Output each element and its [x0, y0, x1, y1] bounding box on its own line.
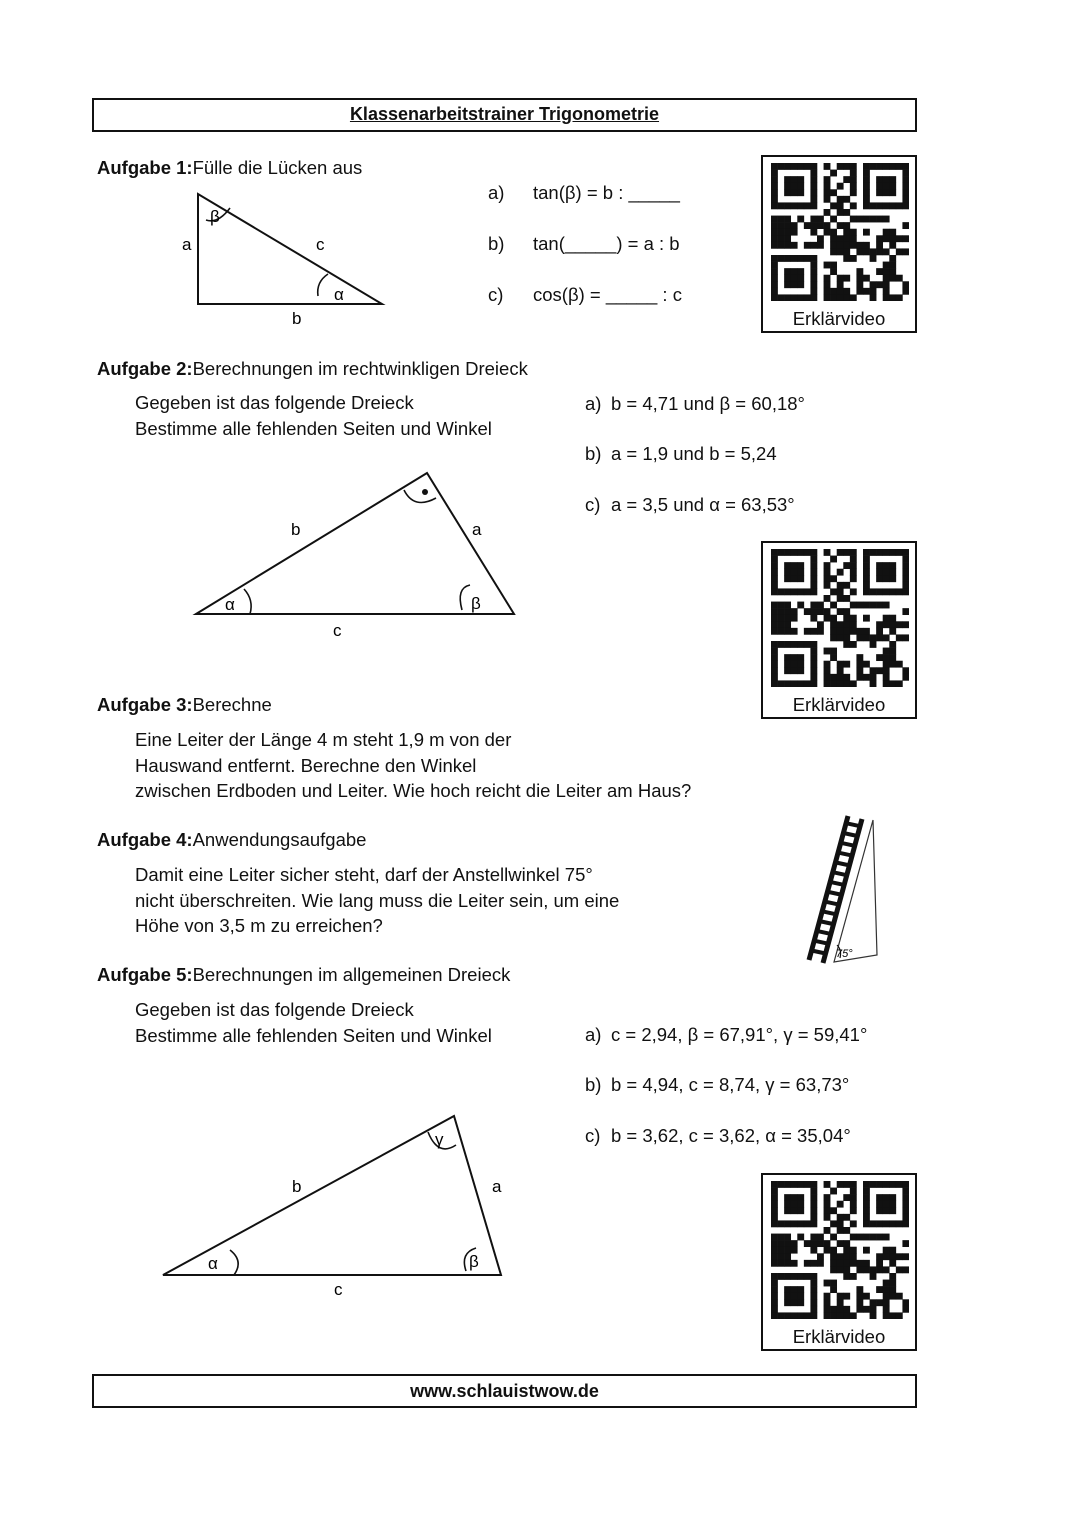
- task2-triangle: [180, 460, 530, 645]
- task1-alpha-arc: [318, 274, 328, 296]
- task5-label: Aufgabe 5:: [97, 964, 193, 985]
- task4-description: [135, 862, 619, 939]
- task5-angle-alpha: α: [208, 1254, 218, 1273]
- task5-side-b: b: [292, 1177, 302, 1196]
- task5-item-c: b = 3,62, c = 3,62, α = 35,04°: [611, 1125, 851, 1146]
- task3-label: Aufgabe 3:: [97, 694, 193, 715]
- task3-line3: zwischen Erdboden und Leiter. Wie hoch reicht die Leiter am Haus?: [135, 780, 692, 801]
- task2-side-b: b: [291, 520, 301, 539]
- task2-item-c: a = 3,5 und α = 63,53°: [611, 494, 795, 515]
- task4-heading: [97, 829, 366, 851]
- task2-line1: Gegeben ist das folgende Dreieck: [135, 392, 414, 413]
- task1-item-b-key: b): [488, 233, 505, 254]
- task1-item-c-key: c): [488, 284, 504, 305]
- task5-angle-gamma: γ: [435, 1130, 444, 1149]
- task2-description: [135, 390, 492, 441]
- page-title: Klassenarbeitstrainer Trigonometrie: [349, 104, 660, 124]
- qr-code-icon: [771, 1181, 909, 1319]
- qr-code-3[interactable]: [761, 1173, 917, 1351]
- task4-title: Anwendungsaufgabe: [192, 829, 367, 850]
- task5-side-c: c: [334, 1280, 343, 1299]
- task2-angle-alpha: α: [225, 595, 235, 614]
- qr-caption: Erklärvideo: [792, 308, 886, 329]
- task2-beta-arc: [460, 585, 470, 610]
- task1-label: Aufgabe 1:: [97, 157, 193, 178]
- task5-description: [135, 997, 492, 1048]
- ladder-angle-label: 75°: [836, 948, 853, 960]
- task3-line2: Hauswand entfernt. Berechne den Winkel: [135, 754, 477, 776]
- task5-item-c-key: c): [585, 1125, 601, 1146]
- qr-code-icon: [771, 163, 909, 301]
- footer-url[interactable]: www.schlauistwow.de: [410, 1381, 599, 1401]
- task2-alpha-arc: [244, 589, 251, 614]
- task2-angle-beta: β: [471, 594, 481, 613]
- task1-angle-beta: β: [210, 207, 220, 226]
- task1-item-c: cos(β) = _____ : c: [533, 284, 682, 305]
- task2-item-b-key: b): [585, 443, 602, 464]
- qr-caption: Erklärvideo: [792, 694, 886, 715]
- task5-item-a-key: a): [585, 1024, 602, 1045]
- qr-code-icon: [771, 549, 909, 687]
- task5-item-a: c = 2,94, β = 67,91°, γ = 59,41°: [611, 1024, 868, 1045]
- task3-description: [135, 727, 691, 804]
- footer-box: [92, 1374, 917, 1408]
- task1-heading: [97, 157, 362, 179]
- task2-side-c: c: [333, 621, 342, 640]
- task5-line1: Gegeben ist das folgende Dreieck: [135, 999, 414, 1020]
- task1-title: Fülle die Lücken aus: [192, 157, 363, 178]
- task5-alpha-arc: [230, 1250, 238, 1275]
- task5-title: Berechnungen im allgemeinen Dreieck: [192, 964, 511, 985]
- qr-caption: Erklärvideo: [792, 1326, 886, 1347]
- task1-item-a-key: a): [488, 182, 505, 203]
- task5-triangle: [150, 1105, 520, 1305]
- task5-angle-beta: β: [469, 1252, 479, 1271]
- task3-heading: [97, 694, 272, 716]
- task4-line1: Damit eine Leiter sicher steht, darf der Anstellwinkel 75°: [135, 864, 593, 885]
- task2-title: Berechnungen im rechtwinkligen Dreieck: [192, 358, 528, 379]
- task2-item-a: b = 4,71 und β = 60,18°: [611, 393, 805, 414]
- task1-side-a: a: [182, 235, 192, 254]
- task2-right-angle-dot: [422, 489, 428, 495]
- task2-item-c-key: c): [585, 494, 601, 515]
- task3-title: Berechne: [192, 694, 272, 715]
- task1-triangle: [170, 190, 400, 340]
- task1-side-c: c: [316, 235, 325, 254]
- task1-angle-alpha: α: [334, 285, 344, 304]
- task1-side-b: b: [292, 309, 302, 328]
- task2-right-angle-arc: [404, 490, 436, 503]
- task2-item-b: a = 1,9 und b = 5,24: [611, 443, 777, 464]
- task1-item-b: tan(_____) = a : b: [533, 233, 680, 254]
- task2-heading: [97, 358, 528, 380]
- task5-item-b-key: b): [585, 1074, 602, 1095]
- qr-code-1[interactable]: [761, 155, 917, 333]
- task4-label: Aufgabe 4:: [97, 829, 193, 850]
- task2-label: Aufgabe 2:: [97, 358, 193, 379]
- qr-code-2[interactable]: [761, 541, 917, 719]
- task5-heading: [97, 964, 510, 986]
- task5-line2: Bestimme alle fehlenden Seiten und Winkel: [135, 1024, 492, 1046]
- title-box: [92, 98, 917, 132]
- task2-side-a: a: [472, 520, 482, 539]
- task2-item-a-key: a): [585, 393, 602, 414]
- task4-line2: nicht überschreiten. Wie lang muss die Leiter sein, um eine: [135, 889, 620, 911]
- task4-line3: Höhe von 3,5 m zu erreichen?: [135, 915, 383, 936]
- task1-item-a: tan(β) = b : _____: [533, 182, 680, 203]
- task3-line1: Eine Leiter der Länge 4 m steht 1,9 m von der: [135, 729, 512, 750]
- ladder-illustration: [800, 810, 890, 975]
- task5-side-a: a: [492, 1177, 502, 1196]
- task5-item-b: b = 4,94, c = 8,74, γ = 63,73°: [611, 1074, 850, 1095]
- task2-line2: Bestimme alle fehlenden Seiten und Winkel: [135, 417, 492, 439]
